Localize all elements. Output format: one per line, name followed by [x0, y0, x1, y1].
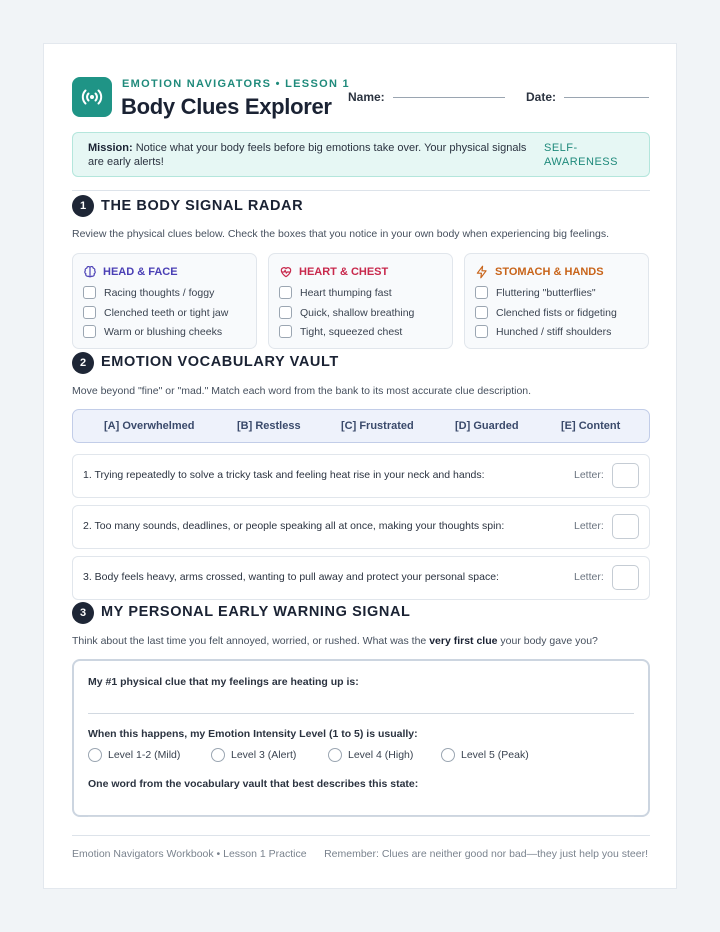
intensity-option[interactable]: [88, 748, 180, 762]
description-text: your body gave you?: [497, 635, 598, 647]
section-3-title: MY PERSONAL EARLY WARNING SIGNAL: [101, 604, 411, 620]
checkbox[interactable]: [83, 325, 96, 338]
word-bank-item: [D] Guarded: [455, 420, 519, 432]
word-bank: [72, 409, 650, 443]
name-label: Name:: [348, 90, 385, 104]
clue-text: 2. Too many sounds, deadlines, or people speaking all at once, making your thoughts spin:: [83, 520, 505, 532]
physical-clue-answer-line[interactable]: [88, 713, 634, 714]
clue-text: 3. Body feels heavy, arms crossed, wanting to pull away and protect your personal space:: [83, 571, 499, 583]
intensity-option[interactable]: [441, 748, 529, 762]
section-1-description: Review the physical clues below. Check the boxes that you notice in your own body when experiencing big feelings.: [72, 228, 609, 240]
header-divider: [72, 190, 650, 191]
checkbox[interactable]: [279, 306, 292, 319]
word-bank-item: [A] Overwhelmed: [104, 420, 195, 432]
section-2-number: 2: [72, 352, 94, 374]
date-field[interactable]: [564, 97, 649, 98]
option-label: Level 5 (Peak): [461, 749, 529, 761]
footer-left: Emotion Navigators Workbook • Lesson 1 Practice: [72, 848, 307, 860]
date-label: Date:: [526, 90, 557, 104]
checkbox[interactable]: [475, 286, 488, 299]
section-2-title: EMOTION VOCABULARY VAULT: [101, 354, 339, 370]
card-heart-chest: [268, 253, 453, 349]
radio-button[interactable]: [211, 748, 225, 762]
clue-label: Quick, shallow breathing: [300, 306, 415, 319]
intensity-option[interactable]: [211, 748, 296, 762]
mission-body: Notice what your body feels before big emotions take over. Your physical signals are early alerts!: [88, 142, 527, 168]
clue-checkbox[interactable]: [475, 286, 596, 299]
clue-checkbox[interactable]: [279, 306, 414, 319]
clue-row: [72, 556, 650, 600]
clue-checkbox[interactable]: [83, 286, 214, 299]
card-stomach-hands: [464, 253, 649, 349]
mission-label: Mission:: [88, 142, 133, 154]
clue-label: Clenched teeth or tight jaw: [104, 306, 229, 319]
letter-input[interactable]: [612, 565, 639, 590]
prompt-vocabulary-word: One word from the vocabulary vault that best describes this state:: [88, 778, 419, 790]
section-3-description: [72, 635, 598, 647]
clue-checkbox[interactable]: [475, 306, 617, 319]
word-bank-item: [C] Frustrated: [341, 420, 414, 432]
clue-label: Racing thoughts / foggy: [104, 286, 215, 299]
radio-button[interactable]: [328, 748, 342, 762]
radar-signal-icon: [72, 77, 112, 117]
mission-text: [88, 141, 528, 169]
clue-checkbox[interactable]: [279, 286, 392, 299]
checkbox[interactable]: [279, 325, 292, 338]
heartbeat-icon: [279, 265, 293, 279]
clue-label: Hunched / stiff shoulders: [496, 325, 612, 338]
clue-checkbox[interactable]: [279, 325, 402, 338]
radio-button[interactable]: [441, 748, 455, 762]
clue-label: Heart thumping fast: [300, 286, 392, 299]
lesson-eyebrow: EMOTION NAVIGATORS • LESSON 1: [122, 78, 350, 90]
clue-checkbox[interactable]: [83, 306, 228, 319]
word-bank-item: [B] Restless: [237, 420, 301, 432]
word-bank-item: [E] Content: [561, 420, 621, 432]
clue-checkbox[interactable]: [83, 325, 222, 338]
description-text: Think about the last time you felt annoyed, worried, or rushed. What was the: [72, 635, 430, 647]
section-1-number: 1: [72, 195, 94, 217]
prompt-physical-clue: My #1 physical clue that my feelings are heating up is:: [88, 676, 359, 688]
section-1-title: THE BODY SIGNAL RADAR: [101, 198, 304, 214]
section-2-description: Move beyond "fine" or "mad." Match each word from the bank to its most accurate clue description.: [72, 385, 532, 397]
card-heart-chest-header: [279, 265, 388, 279]
letter-label: Letter:: [574, 469, 604, 481]
clue-text: 1. Trying repeatedly to solve a tricky task and feeling heat rise in your neck and hands:: [83, 469, 485, 481]
checkbox[interactable]: [475, 306, 488, 319]
name-field[interactable]: [393, 97, 505, 98]
card-title: HEAD & FACE: [103, 266, 178, 278]
clue-row: [72, 505, 650, 549]
radio-button[interactable]: [88, 748, 102, 762]
card-head-face: [72, 253, 257, 349]
card-stomach-hands-header: [475, 265, 604, 279]
letter-label: Letter:: [574, 520, 604, 532]
page-title: Body Clues Explorer: [121, 94, 332, 119]
clue-label: Fluttering "butterflies": [496, 286, 596, 299]
checkbox[interactable]: [83, 286, 96, 299]
mission-banner: [72, 132, 650, 177]
clue-label: Tight, squeezed chest: [300, 325, 403, 338]
checkbox[interactable]: [279, 286, 292, 299]
mission-tag: SELF-AWARENESS: [544, 142, 618, 168]
warning-signal-panel: [72, 659, 650, 817]
card-head-face-header: [83, 265, 178, 279]
option-label: Level 1-2 (Mild): [108, 749, 181, 761]
description-emphasis: very first clue: [429, 635, 498, 647]
letter-input[interactable]: [612, 463, 639, 488]
checkbox[interactable]: [475, 325, 488, 338]
prompt-intensity-level: When this happens, my Emotion Intensity Level (1 to 5) is usually:: [88, 728, 418, 740]
vocabulary-answer-line[interactable]: [88, 816, 634, 817]
footer-divider: [72, 835, 650, 836]
clue-checkbox[interactable]: [475, 325, 611, 338]
option-label: Level 4 (High): [348, 749, 414, 761]
lightning-icon: [475, 265, 489, 279]
worksheet-page: [43, 43, 677, 889]
footer-right: Remember: Clues are neither good nor bad—they just help you steer!: [324, 848, 648, 860]
option-label: Level 3 (Alert): [231, 749, 297, 761]
brain-icon: [83, 265, 97, 279]
letter-input[interactable]: [612, 514, 639, 539]
clue-label: Clenched fists or fidgeting: [496, 306, 617, 319]
clue-row: [72, 454, 650, 498]
section-3-number: 3: [72, 602, 94, 624]
intensity-option[interactable]: [328, 748, 413, 762]
card-title: HEART & CHEST: [299, 266, 389, 278]
card-title: STOMACH & HANDS: [495, 266, 604, 278]
checkbox[interactable]: [83, 306, 96, 319]
clue-label: Warm or blushing cheeks: [104, 325, 223, 338]
letter-label: Letter:: [574, 571, 604, 583]
